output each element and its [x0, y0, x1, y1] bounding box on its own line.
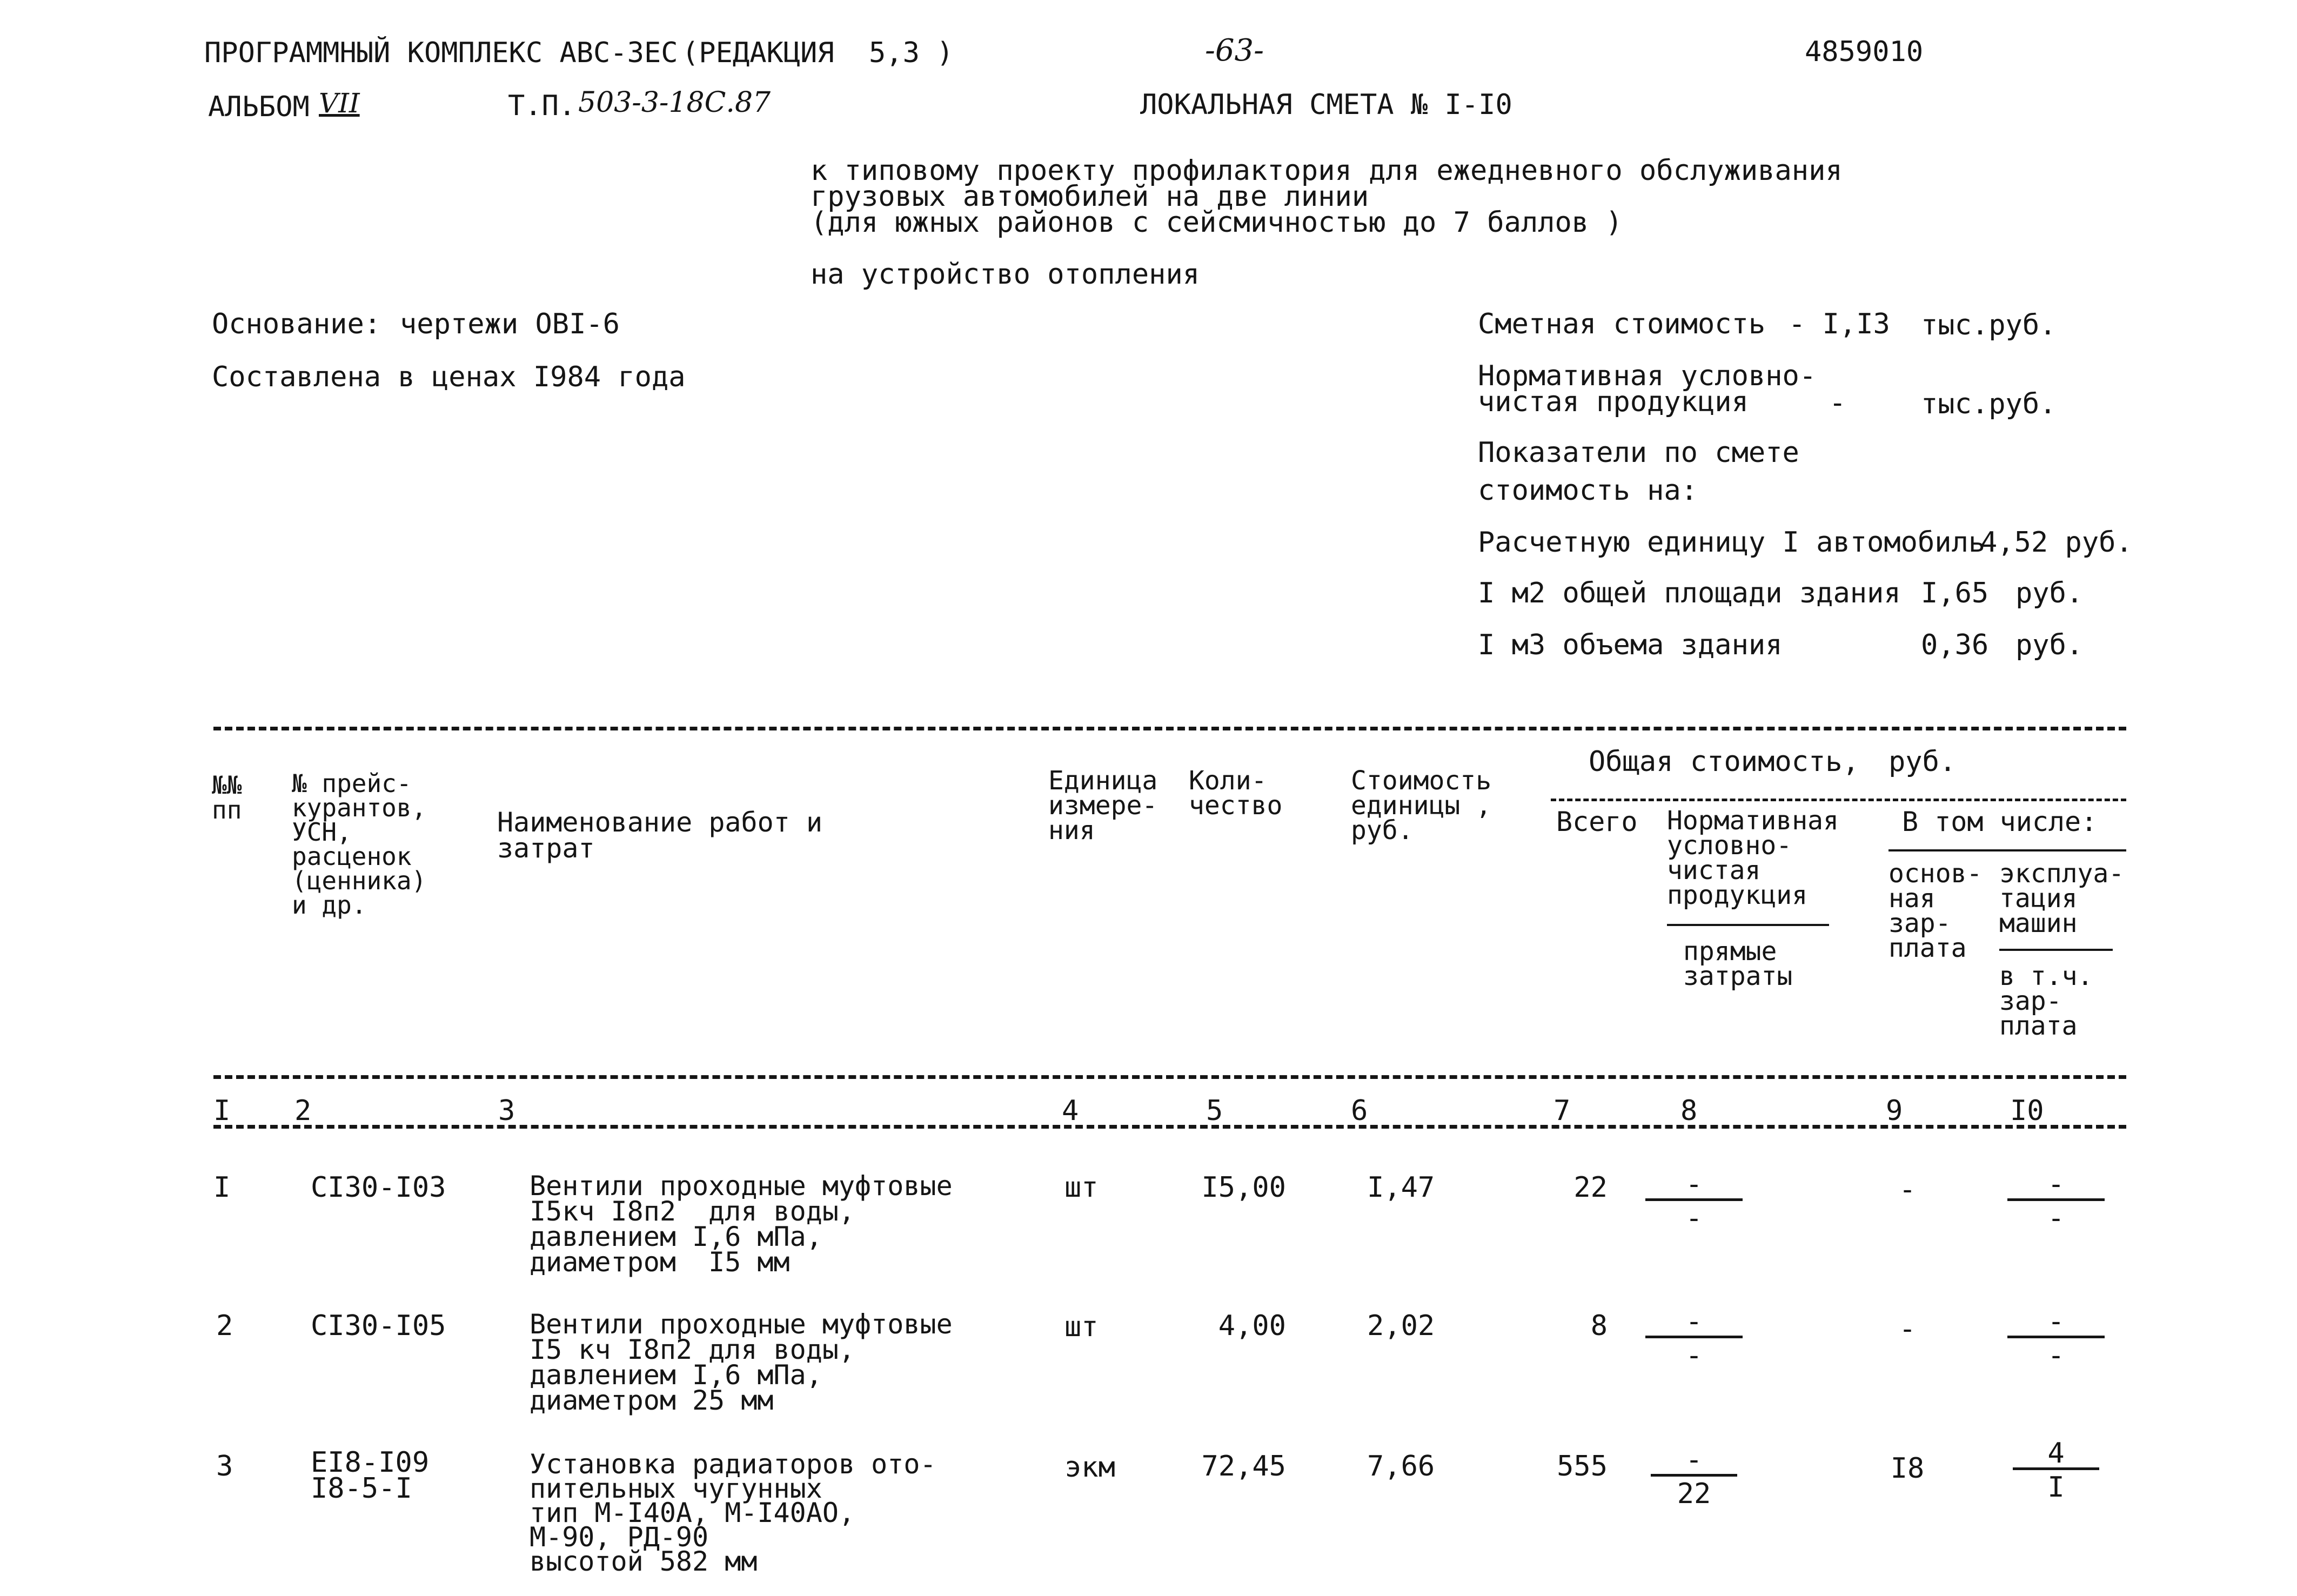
per-unit-value: 4,52 руб.: [1980, 526, 2133, 559]
machinery-wage-value: I: [2047, 1471, 2065, 1504]
page-number: -63-: [1205, 33, 1264, 68]
col-header-total: Всего: [1556, 806, 1638, 837]
col-header-work-name: Наименование работ и затрат: [497, 807, 823, 864]
row-code: CI30-I05: [311, 1310, 446, 1342]
row-machinery: [2007, 1305, 2105, 1372]
album-number: VII: [319, 88, 360, 119]
per-m3-unit: руб.: [2015, 629, 2084, 661]
indicators-line-2: стоимость на:: [1478, 474, 1698, 507]
col-number: 6: [1351, 1095, 1368, 1127]
col-header-price-list: № прейс- курантов, УСН, расценок (ценника) и др.: [292, 769, 427, 920]
norm-value: -: [1829, 387, 1846, 419]
row-base-wage: I8: [1890, 1452, 1925, 1485]
row-total: 555: [1557, 1450, 1608, 1483]
edition-label: (РЕДАКЦИЯ: [682, 37, 834, 69]
row-work-name: Вентили проходные муфтовые I5кч I8п2 для воды, давлением I,6 мПа, диаметром I5 мм: [530, 1170, 953, 1278]
direct-costs-value: 22: [1677, 1478, 1711, 1510]
row-norm-product: [1645, 1168, 1743, 1235]
column-number-rule: [213, 1125, 2126, 1129]
direct-costs-value: -: [1685, 1202, 1703, 1235]
row-base-wage: -: [1899, 1313, 1916, 1345]
col-header-machinery: эксплуа- тация машин: [1999, 859, 2125, 939]
edition-number: 5,3 ): [869, 37, 954, 69]
row-quantity: 4,00: [1218, 1310, 1286, 1342]
col-number: 2: [294, 1095, 312, 1127]
col-header-including: В том числе:: [1902, 806, 2098, 837]
norm-label-1: Нормативная условно-: [1478, 360, 1817, 392]
row-base-wage: -: [1899, 1173, 1916, 1206]
row-unit-cost: 7,66: [1367, 1450, 1435, 1483]
per-m3-label: I м3 объема здания: [1478, 629, 1783, 661]
col-number: I: [213, 1095, 231, 1127]
subtitle-line-1: к типовому проекту профилактория для ежедневного обслуживания: [811, 155, 1843, 187]
per-m2-value: I,65: [1921, 577, 1989, 609]
machinery-rule: [1999, 949, 2113, 951]
subtitle-line-2: грузовых автомобилей на две линии: [811, 180, 1369, 213]
col-number: I0: [2010, 1095, 2044, 1127]
tp-number: 503-3-18С.87: [578, 86, 771, 119]
norm-label-2: чистая продукция: [1478, 386, 1749, 418]
per-unit-label: Расчетную единицу I автомобиль: [1478, 526, 1986, 559]
basis-label: Основание:: [212, 308, 381, 340]
col-number: 5: [1206, 1095, 1223, 1127]
tp-label: Т.П.: [508, 90, 576, 122]
col-header-norm-product: Нормативная условно- чистая продукция: [1667, 806, 1839, 911]
row-machinery: [2007, 1168, 2105, 1235]
estimate-purpose: на устройство отопления: [811, 258, 1200, 291]
per-m2-unit: руб.: [2015, 577, 2084, 609]
machinery-value: 4: [2047, 1437, 2065, 1470]
per-m3-value: 0,36: [1921, 629, 1989, 661]
col-header-base-wage: основ- ная зар- плата: [1889, 859, 1983, 964]
col-number: 3: [498, 1095, 515, 1127]
col-number: 7: [1553, 1095, 1571, 1127]
machinery-wage-value: -: [2047, 1202, 2065, 1235]
program-name: ПРОГРАММНЫЙ КОМПЛЕКС АВС-ЗЕС: [204, 37, 678, 69]
machinery-wage-value: -: [2047, 1339, 2065, 1372]
row-machinery: [2013, 1437, 2099, 1504]
row-unit-cost: 2,02: [1367, 1310, 1435, 1342]
including-rule: [1889, 849, 2126, 851]
basis-value: чертежи ОВI-6: [400, 308, 620, 340]
album-label: АЛЬБОМ: [208, 91, 310, 123]
col-header-quantity: Коли- чество: [1189, 766, 1283, 821]
document-code: 4859010: [1805, 36, 1924, 68]
norm-product-value: -: [1685, 1168, 1703, 1201]
machinery-value: -: [2047, 1305, 2065, 1338]
per-m2-label: I м2 общей площади здания: [1478, 577, 1901, 609]
row-code: CI30-I03: [311, 1171, 446, 1204]
row-total: 22: [1573, 1171, 1608, 1204]
norm-product-value: -: [1685, 1444, 1703, 1476]
total-cost-unit: руб.: [1889, 746, 1957, 778]
total-cost-rule: [1551, 799, 2126, 801]
machinery-value: -: [2047, 1168, 2065, 1201]
col-header-unit-cost: Стоимость единицы , руб.: [1351, 766, 1492, 846]
row-number: 3: [216, 1450, 233, 1483]
col-header-direct-costs: прямые затраты: [1683, 936, 1793, 992]
indicators-line-1: Показатели по смете: [1478, 437, 1799, 469]
norm-unit: тыс.руб.: [1921, 388, 2057, 420]
row-quantity: I5,00: [1201, 1171, 1286, 1204]
row-unit: шт: [1064, 1171, 1099, 1204]
col-number: 4: [1062, 1095, 1079, 1127]
norm-product-value: -: [1685, 1305, 1703, 1338]
row-total: 8: [1590, 1310, 1608, 1342]
total-cost-title: Общая стоимость,: [1589, 746, 1859, 778]
col-number: 9: [1886, 1095, 1903, 1127]
cost-unit: тыс.руб.: [1921, 309, 2057, 341]
row-work-name: Установка радиаторов ото- пительных чугунных тип М-I40А, М-I40АО, М-90, РД-90 высотой 582 мм: [530, 1449, 936, 1577]
row-norm-product: [1651, 1444, 1737, 1510]
row-quantity: 72,45: [1201, 1450, 1286, 1483]
row-work-name: Вентили проходные муфтовые I5 кч I8п2 для воды, давлением I,6 мПа, диаметром 25 мм: [530, 1309, 953, 1416]
row-code: EI8-I09 I8-5-I: [311, 1446, 430, 1505]
cost-value: - I,I3: [1789, 308, 1890, 340]
row-unit: шт: [1064, 1311, 1099, 1343]
table-header-bottom-rule: [213, 1075, 2126, 1079]
row-unit: экм: [1064, 1451, 1115, 1484]
row-unit-cost: I,47: [1367, 1171, 1435, 1204]
row-norm-product: [1645, 1305, 1743, 1372]
col-header-number: №№ пп: [212, 770, 242, 824]
col-header-unit: Единица измере- ния: [1048, 766, 1158, 846]
col-header-machinery-wage: в т.ч. зар- плата: [1999, 961, 2093, 1042]
col-number: 8: [1680, 1095, 1698, 1127]
subtitle-line-3: (для южных районов с сейсмичностью до 7 баллов ): [811, 206, 1623, 239]
prices-note: Составлена в ценах I984 года: [212, 361, 686, 393]
cost-label: Сметная стоимость: [1478, 308, 1766, 340]
norm-product-rule: [1667, 924, 1829, 926]
direct-costs-value: -: [1685, 1339, 1703, 1372]
row-number: 2: [216, 1310, 233, 1342]
table-top-rule: [213, 727, 2126, 730]
estimate-title: ЛОКАЛЬНАЯ СМЕТА № I-I0: [1140, 89, 1512, 121]
row-number: I: [213, 1171, 231, 1204]
